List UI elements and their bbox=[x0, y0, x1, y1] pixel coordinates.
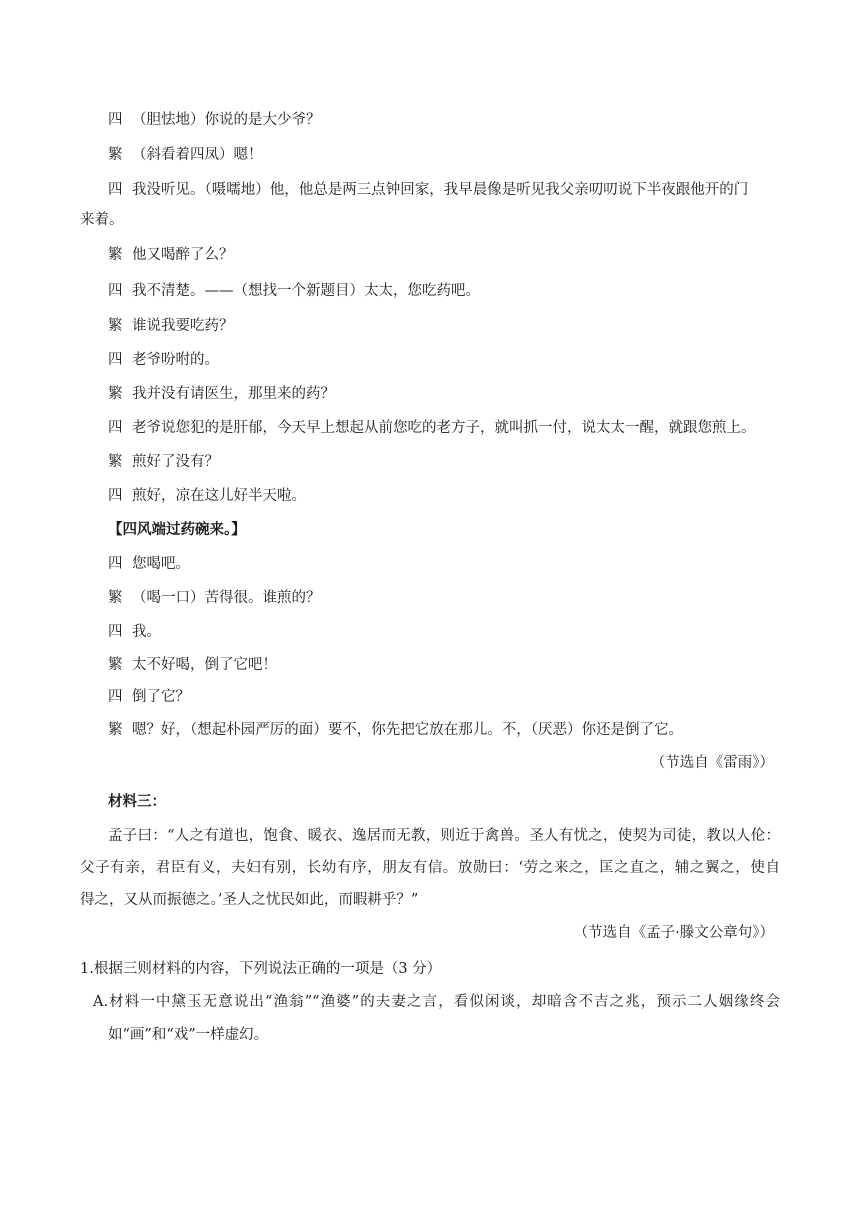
speaker-label: 繁 bbox=[108, 657, 123, 673]
paragraph-line: 得之，又从而振德之。’圣人之忧民如此，而暇耕乎？” bbox=[80, 892, 419, 908]
dialogue-line bbox=[108, 245, 234, 265]
dialogue-line bbox=[108, 588, 321, 608]
dialogue-text: 我没听见。（嗫嚅地）他，他总是两三点钟回家，我早晨像是听见我父亲叨叨说下半夜跟他开的门 bbox=[132, 182, 749, 198]
dialogue-line bbox=[108, 350, 219, 370]
speaker-label: 四 bbox=[108, 352, 123, 368]
dialogue-line bbox=[108, 281, 480, 301]
dialogue-text: 我不清楚。——（想找一个新题目）太太，您吃药吧。 bbox=[132, 283, 480, 299]
dialogue-text: 您喝吧。 bbox=[132, 556, 190, 572]
speaker-label: 繁 bbox=[108, 386, 123, 402]
dialogue-text: 他又喝醉了么？ bbox=[132, 247, 234, 263]
speaker-label: 繁 bbox=[108, 590, 123, 606]
dialogue-line bbox=[108, 687, 190, 707]
dialogue-text: 太不好喝，倒了它吧！ bbox=[132, 657, 277, 673]
dialogue-text: 我并没有请医生，那里来的药？ bbox=[132, 386, 335, 402]
dialogue-line bbox=[108, 384, 335, 404]
dialogue-line bbox=[108, 110, 321, 130]
speaker-label: 四 bbox=[108, 420, 123, 436]
dialogue-text: 我。 bbox=[132, 624, 161, 640]
section-heading: 材料三： bbox=[108, 793, 166, 810]
dialogue-line bbox=[108, 145, 263, 165]
dialogue-line bbox=[108, 554, 190, 574]
speaker-label: 四 bbox=[108, 689, 123, 705]
dialogue-continuation: 来着。 bbox=[80, 212, 124, 228]
dialogue-text: （喝一口）苦得很。谁煎的？ bbox=[132, 590, 321, 606]
speaker-label: 繁 bbox=[108, 454, 123, 470]
question-text: 1.根据三则材料的内容，下列说法正确的一项是（3 分） bbox=[80, 961, 442, 977]
dialogue-text: （胆怯地）你说的是大少爷？ bbox=[132, 112, 321, 128]
paragraph-line: 父子有亲，君臣有义，夫妇有别，长幼有序，朋友有信。放勋曰：‘劳之来之，匡之直之，辅之翼之，使自 bbox=[80, 860, 780, 876]
dialogue-text: 嗯？好，（想起朴园严厉的面）要不，你先把它放在那儿。不，（厌恶）你还是倒了它。 bbox=[132, 722, 683, 738]
dialogue-text: 谁说我要吃药？ bbox=[132, 318, 234, 334]
speaker-label: 四 bbox=[108, 624, 123, 640]
dialogue-text: 煎好，凉在这儿好半天啦。 bbox=[132, 488, 306, 504]
stage-direction: 【四风端过药碗来。】 bbox=[108, 521, 246, 538]
dialogue-line bbox=[108, 316, 234, 336]
dialogue-line bbox=[108, 180, 780, 200]
dialogue-line bbox=[108, 418, 756, 438]
dialogue-text: （斜看着四凤）嗯！ bbox=[132, 147, 263, 163]
paragraph-line: 孟子曰：“人之有道也，饱食、暖衣、逸居而无教，则近于禽兽。圣人有忧之，使契为司徒，教以人伦： bbox=[108, 828, 780, 844]
dialogue-text: 倒了它？ bbox=[132, 689, 190, 705]
speaker-label: 四 bbox=[108, 488, 123, 504]
dialogue-line bbox=[108, 452, 219, 472]
source-citation: （节选自《孟子·滕文公章句》） bbox=[573, 925, 774, 941]
speaker-label: 四 bbox=[108, 182, 123, 198]
dialogue-text: 老爷吩咐的。 bbox=[132, 352, 219, 368]
speaker-label: 繁 bbox=[108, 318, 123, 334]
dialogue-text: 老爷说您犯的是肝郁，今天早上想起从前您吃的老方子，就叫抓一付，说太太一醒，就跟您煎上。 bbox=[132, 420, 756, 436]
speaker-label: 繁 bbox=[108, 147, 123, 163]
dialogue-line bbox=[108, 655, 277, 675]
speaker-label: 四 bbox=[108, 556, 123, 572]
speaker-label: 四 bbox=[108, 112, 123, 128]
dialogue-line bbox=[108, 720, 683, 740]
dialogue-text: 煎好了没有？ bbox=[132, 454, 219, 470]
dialogue-line bbox=[108, 622, 161, 642]
option-a-line: 如“画”和“戏”一样虚幻。 bbox=[108, 1027, 269, 1043]
speaker-label: 四 bbox=[108, 283, 123, 299]
speaker-label: 繁 bbox=[108, 722, 123, 738]
option-a-line: A.材料一中黛玉无意说出“渔翁”“渔婆”的夫妻之言，看似闲谈，却暗含不吉之兆，预示二人姻缘终会 bbox=[93, 994, 780, 1010]
speaker-label: 繁 bbox=[108, 247, 123, 263]
dialogue-line bbox=[108, 486, 306, 506]
source-citation: （节选自《雷雨》） bbox=[650, 755, 774, 771]
